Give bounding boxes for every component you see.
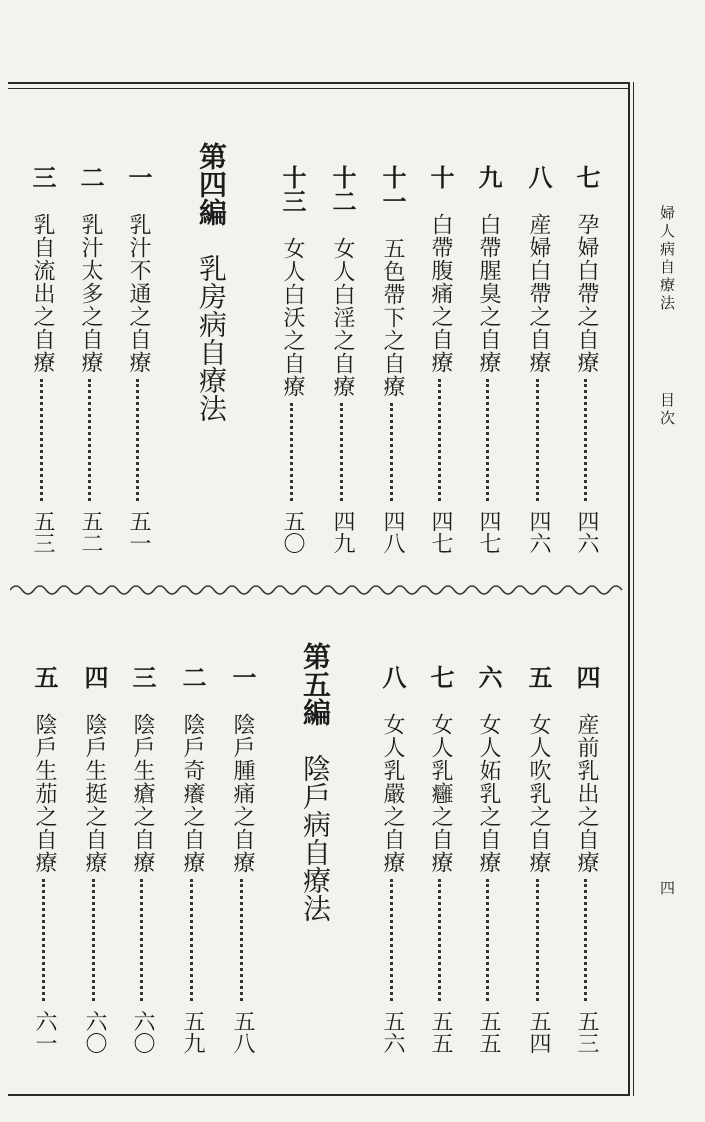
entry-number: 八 <box>378 665 407 689</box>
dot-leader <box>340 403 343 501</box>
entry-page: 六〇 <box>130 1010 155 1054</box>
entry-title: 白帶腹痛之自療 <box>428 213 453 374</box>
entry-number: 三 <box>28 165 57 189</box>
folio: 四 <box>658 880 676 895</box>
entry-page: 五五 <box>428 1010 453 1054</box>
entry-number: 五 <box>30 665 59 689</box>
entry-title: 孕婦白帶之自療 <box>574 213 599 374</box>
entry-number: 四 <box>572 665 601 689</box>
entry-number: 四 <box>80 665 109 689</box>
running-head-section: 目次 <box>658 392 676 428</box>
entry-title: 陰戶奇癢之自療 <box>180 713 205 874</box>
entry-title: 陰戶生茄之自療 <box>32 713 57 874</box>
toc-entry[interactable] <box>518 665 558 1085</box>
dot-leader <box>390 879 393 1001</box>
dot-leader <box>486 379 489 501</box>
entry-title: 白帶腥臭之自療 <box>476 213 501 374</box>
entry-page: 四七 <box>476 510 501 554</box>
entry-number: 九 <box>474 165 503 189</box>
toc-entry[interactable] <box>566 165 606 585</box>
dot-leader <box>438 879 441 1001</box>
dot-leader <box>536 379 539 501</box>
bottom-rule <box>8 1094 628 1096</box>
dot-leader <box>584 379 587 501</box>
entry-page: 六一 <box>32 1010 57 1054</box>
toc-entry[interactable] <box>322 165 362 585</box>
entry-title: 陰戶生挺之自療 <box>82 713 107 874</box>
top-rule <box>8 82 628 84</box>
entry-number: 六 <box>474 665 503 689</box>
top-rule-thin <box>8 88 628 89</box>
part-label: 第五編 <box>299 642 332 726</box>
entry-number: 一 <box>228 665 257 689</box>
toc-entry[interactable] <box>172 665 212 1085</box>
entry-title: 産婦白帶之自療 <box>526 213 551 374</box>
entry-page: 五二 <box>78 510 103 554</box>
entry-title: 乳自流出之自療 <box>30 213 55 374</box>
toc-entry[interactable] <box>222 665 262 1085</box>
dot-leader <box>290 403 293 501</box>
entry-page: 六〇 <box>82 1010 107 1054</box>
dot-leader <box>536 879 539 1001</box>
part-heading[interactable] <box>292 642 338 922</box>
entry-number: 二 <box>76 165 105 189</box>
part-label: 第四編 <box>195 142 228 226</box>
part-gap <box>195 226 228 254</box>
toc-entry[interactable] <box>122 665 162 1085</box>
entry-title: 産前乳出之自療 <box>574 713 599 874</box>
entry-number: 十 <box>426 165 455 189</box>
entry-number: 八 <box>524 165 553 189</box>
entry-page: 四六 <box>574 510 599 554</box>
toc-entry[interactable] <box>468 665 508 1085</box>
entry-number: 五 <box>524 665 553 689</box>
entry-page: 四九 <box>330 510 355 554</box>
part-name: 陰戶病自療法 <box>299 754 332 922</box>
entry-page: 五五 <box>476 1010 501 1054</box>
entry-page: 五八 <box>230 1010 255 1054</box>
entry-page: 五〇 <box>280 510 305 554</box>
dot-leader <box>390 403 393 501</box>
toc-entry[interactable] <box>420 665 460 1085</box>
toc-entry[interactable] <box>118 165 158 585</box>
entry-page: 五九 <box>180 1010 205 1054</box>
toc-entry[interactable] <box>420 165 460 585</box>
entry-title: 女人乳癰之自療 <box>428 713 453 874</box>
entry-number: 十一 <box>378 165 407 213</box>
toc-entry[interactable] <box>372 665 412 1085</box>
toc-entry[interactable] <box>272 165 312 585</box>
entry-title: 女人妬乳之自療 <box>476 713 501 874</box>
toc-entry[interactable] <box>566 665 606 1085</box>
entry-number: 十三 <box>278 165 307 213</box>
entry-title: 乳汁不通之自療 <box>126 213 151 374</box>
dot-leader <box>438 379 441 501</box>
entry-page: 五四 <box>526 1010 551 1054</box>
toc-entry[interactable] <box>70 165 110 585</box>
toc-entry[interactable] <box>24 665 64 1085</box>
dot-leader <box>88 379 91 501</box>
entry-title: 女人吹乳之自療 <box>526 713 551 874</box>
toc-entry[interactable] <box>372 165 412 585</box>
entry-number: 三 <box>128 665 157 689</box>
entry-number: 二 <box>178 665 207 689</box>
entry-page: 五三 <box>574 1010 599 1054</box>
entry-number: 十二 <box>328 165 357 213</box>
entry-page: 四八 <box>380 510 405 554</box>
entry-title: 陰戶生瘡之自療 <box>130 713 155 874</box>
entry-page: 四七 <box>428 510 453 554</box>
entry-title: 五色帶下之自療 <box>380 237 405 398</box>
right-rule-thin <box>633 82 634 1096</box>
entry-title: 女人乳嚴之自療 <box>380 713 405 874</box>
dot-leader <box>190 879 193 1001</box>
toc-entry[interactable] <box>74 665 114 1085</box>
dot-leader <box>92 879 95 1001</box>
dot-leader <box>584 879 587 1001</box>
entry-number: 七 <box>426 665 455 689</box>
toc-entry[interactable] <box>468 165 508 585</box>
part-gap <box>299 726 332 754</box>
running-head-title: 婦人病自療法 <box>658 205 676 313</box>
entry-title: 女人白沃之自療 <box>280 237 305 398</box>
entry-page: 五六 <box>380 1010 405 1054</box>
toc-entry[interactable] <box>518 165 558 585</box>
entry-page: 四六 <box>526 510 551 554</box>
dot-leader <box>240 879 243 1001</box>
part-heading[interactable] <box>188 142 234 422</box>
toc-entry[interactable] <box>22 165 62 585</box>
dot-leader <box>40 379 43 501</box>
entry-number: 七 <box>572 165 601 189</box>
part-name: 乳房病自療法 <box>195 254 228 422</box>
entry-page: 五一 <box>126 510 151 554</box>
dot-leader <box>42 879 45 1001</box>
entry-title: 乳汁太多之自療 <box>78 213 103 374</box>
dot-leader <box>486 879 489 1001</box>
dot-leader <box>136 379 139 501</box>
entry-page: 五三 <box>30 510 55 554</box>
right-rule <box>628 82 630 1096</box>
entry-title: 女人白淫之自療 <box>330 237 355 398</box>
entry-title: 陰戶腫痛之自療 <box>230 713 255 874</box>
dot-leader <box>140 879 143 1001</box>
entry-number: 一 <box>124 165 153 189</box>
